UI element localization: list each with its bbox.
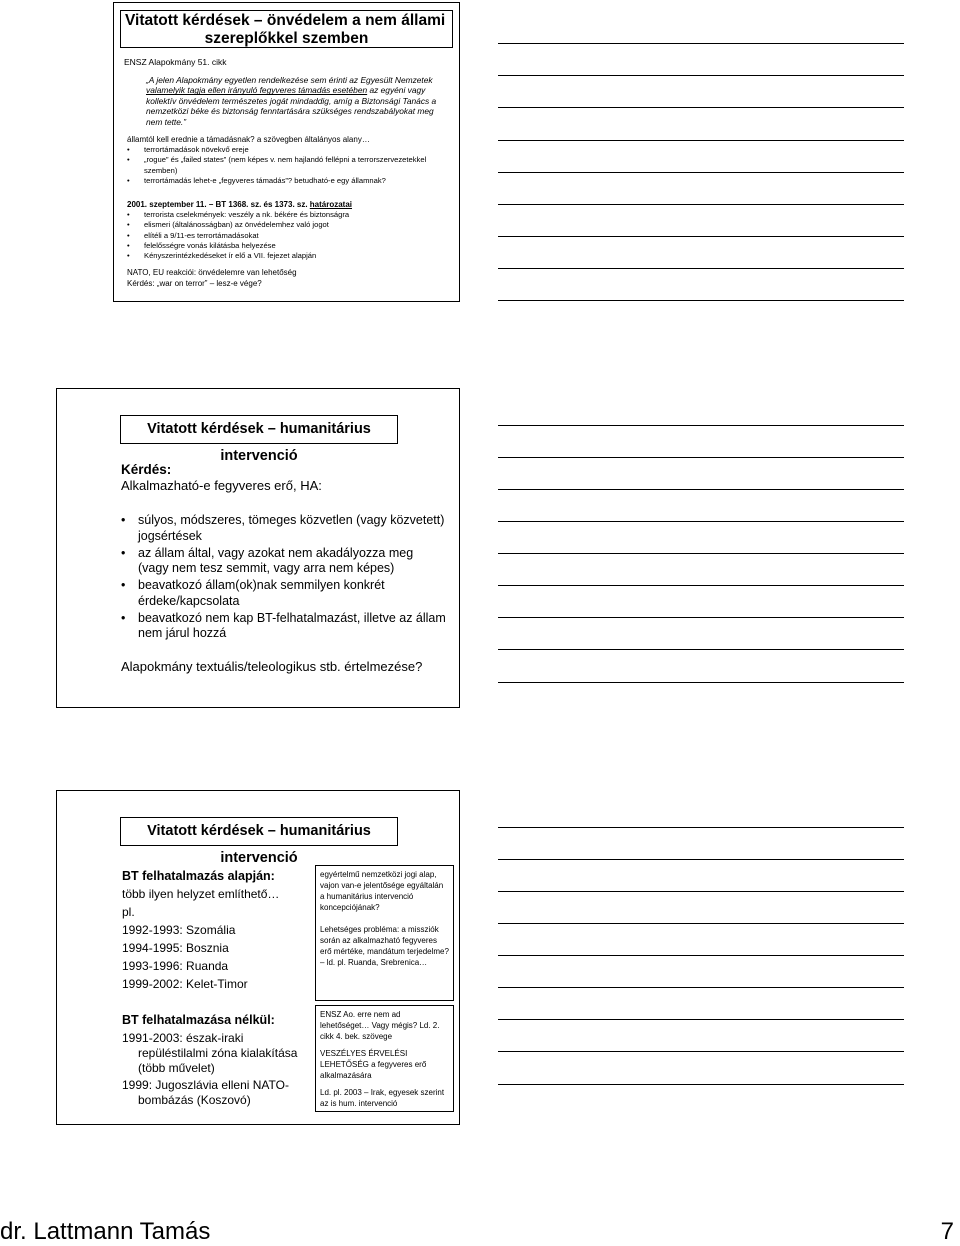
note-line: [498, 425, 904, 426]
note-line: [498, 827, 904, 828]
note-line: [498, 955, 904, 956]
with-authorization-heading: BT felhatalmazás alapján:: [122, 869, 275, 883]
bullet-list-2: [127, 210, 447, 261]
note-line: [498, 1051, 904, 1052]
note-paragraph: ENSZ Ao. erre nem ad lehetőséget… Vagy mégis? Ld. 2. cikk 4. bek. szövege: [320, 1010, 440, 1041]
nato-line: NATO, EU reakciói: önvédelemre van lehetőség: [127, 268, 297, 277]
slide-title: Vitatott kérdések – humanitárius intervenció: [120, 817, 398, 846]
example-prefix: pl.: [122, 905, 135, 919]
date-heading-text: 2001. szeptember 11. – BT 1368. sz. és 1373. sz.: [127, 200, 310, 209]
date-heading: [127, 200, 352, 209]
note-line: [498, 204, 904, 205]
note-line: [498, 300, 904, 301]
question-label: Kérdés:: [121, 462, 172, 477]
list-item: 1991-2003: észak-iraki repüléstilalmi zóna kialakítása (több művelet): [122, 1031, 298, 1075]
slide-title: [120, 10, 453, 48]
note-line: [498, 521, 904, 522]
quote-text-2: az egyéni vagy kollektív önvédelem természetes jogát mindaddig, amíg a Biztonsági Tanács a nemzetközi béke és biztonság fenntartására szükséges rendszabályokat meg nem tette.”: [146, 85, 437, 127]
note-line: [498, 172, 904, 173]
note-line: [498, 1084, 904, 1085]
note-line: [498, 1019, 904, 1020]
note-line: [498, 987, 904, 988]
note-line: [498, 891, 904, 892]
note-line: [498, 682, 904, 683]
slide-title: Vitatott kérdések – humanitárius intervenció: [120, 415, 398, 444]
list-item: • az állam által, vagy azokat nem akadályozza meg (vagy nem tesz semmit, vagy arra nem képes): [121, 546, 446, 577]
bullet-list-1: [127, 145, 447, 186]
note-line: [498, 75, 904, 76]
quote-text-1: „A jelen Alapokmány egyetlen rendelkezése sem érinti az Egyesült Nemzetek: [146, 75, 433, 85]
note-line: [498, 268, 904, 269]
list-item: • terrorista cselekmények: veszély a nk. békére és biztonságra: [127, 210, 447, 220]
source-reference: ENSZ Alapokmány 51. cikk: [124, 57, 227, 67]
intro-text: Alkalmazható-e fegyveres erő, HA:: [121, 478, 322, 493]
list-item: • terrortámadások növekvő ereje: [127, 145, 447, 155]
note-line: [498, 107, 904, 108]
note-line: [498, 859, 904, 860]
note-paragraph: egyértelmű nemzetközi jogi alap, vajon van-e jelentősége egyáltalán a humanitárius intervenció koncepciójának?: [320, 870, 444, 912]
note-line: [498, 457, 904, 458]
list-item: • beavatkozó állam(ok)nak semmilyen konkrét érdeke/kapcsolata: [121, 578, 446, 609]
note-box-1: [315, 865, 454, 1001]
condition-list: [121, 513, 446, 643]
list-item: • terrortámadás lehet-e „fegyveres támadás”? betudható-e egy államnak?: [127, 176, 447, 186]
footer-author: dr. Lattmann Tamás: [0, 1218, 211, 1245]
note-line: [498, 140, 904, 141]
question-text: államtól kell erednie a támadásnak? a szövegben általányos alany…: [127, 135, 370, 144]
note-line: [498, 489, 904, 490]
list-item: 1999-2002: Kelet-Timor: [122, 977, 248, 991]
list-item: • súlyos, módszeres, tömeges közvetlen (vagy közvetett) jogsértések: [121, 513, 446, 544]
note-line: [498, 43, 904, 44]
page-number: 7: [940, 1218, 954, 1245]
list-item: • elítéli a 9/11-es terrortámadásokat: [127, 231, 447, 241]
list-item: • felelősségre vonás kilátásba helyezése: [127, 241, 447, 251]
list-item: 1999: Jugoszlávia elleni NATO-bombázás (Koszovó): [122, 1078, 289, 1107]
note-line: [498, 236, 904, 237]
note-paragraph: VESZÉLYES ÉRVELÉSI LEHETŐSÉG a fegyveres erő alkalmazására: [320, 1049, 427, 1080]
charter-quote: [146, 75, 451, 127]
list-item: 1994-1995: Bosznia: [122, 941, 229, 955]
without-authorization-heading: BT felhatalmazása nélkül:: [122, 1013, 275, 1027]
note-line: [498, 923, 904, 924]
note-paragraph: Lehetséges probléma: a missziók során az alkalmazható fegyveres erő mértéke, mandátum terjedelme? – ld. pl. Ruanda, Srebrenica…: [320, 925, 449, 967]
list-item: • beavatkozó nem kap BT-felhatalmazást, illetve az állam nem járul hozzá: [121, 611, 446, 642]
note-line: [498, 649, 904, 650]
note-paragraph: Ld. pl. 2003 – Irak, egyesek szerint az is hum. intervenció: [320, 1088, 445, 1108]
title-line-2: szereplőkkel szemben: [204, 30, 369, 47]
closing-question: Alapokmány textuális/teleologikus stb. értelmezése?: [121, 659, 423, 674]
list-item: 1992-1993: Szomália: [122, 923, 236, 937]
list-item: • Kényszerintézkedéseket ír elő a VII. fejezet alapján: [127, 251, 447, 261]
with-authorization-sub: több ilyen helyzet említhető…: [122, 887, 280, 901]
note-line: [498, 585, 904, 586]
slide-self-defence: [113, 2, 460, 302]
note-line: [498, 617, 904, 618]
note-box-2: [315, 1005, 454, 1112]
date-heading-underlined: határozatai: [309, 200, 353, 209]
list-item: • elismeri (általánosságban) az önvédelemhez való jogot: [127, 220, 447, 230]
nato-reaction: [127, 268, 297, 289]
title-line-1: Vitatott kérdések – önvédelem a nem állami: [125, 12, 446, 29]
note-line: [498, 553, 904, 554]
slide-humanitarian-examples: [56, 790, 460, 1125]
nato-question: Kérdés: „war on terror” – lesz-e vége?: [127, 278, 262, 288]
slide-humanitarian-intervention: [56, 388, 460, 708]
examples-column: [122, 867, 302, 1108]
list-item: • „rogue” és „failed states” (nem képes v. nem hajlandó fellépni a terrorszervezetekkel szemben): [127, 155, 447, 176]
list-item: 1993-1996: Ruanda: [122, 959, 229, 973]
quote-underlined: valamelyik tagja ellen irányuló fegyveres támadás esetében: [146, 85, 368, 96]
